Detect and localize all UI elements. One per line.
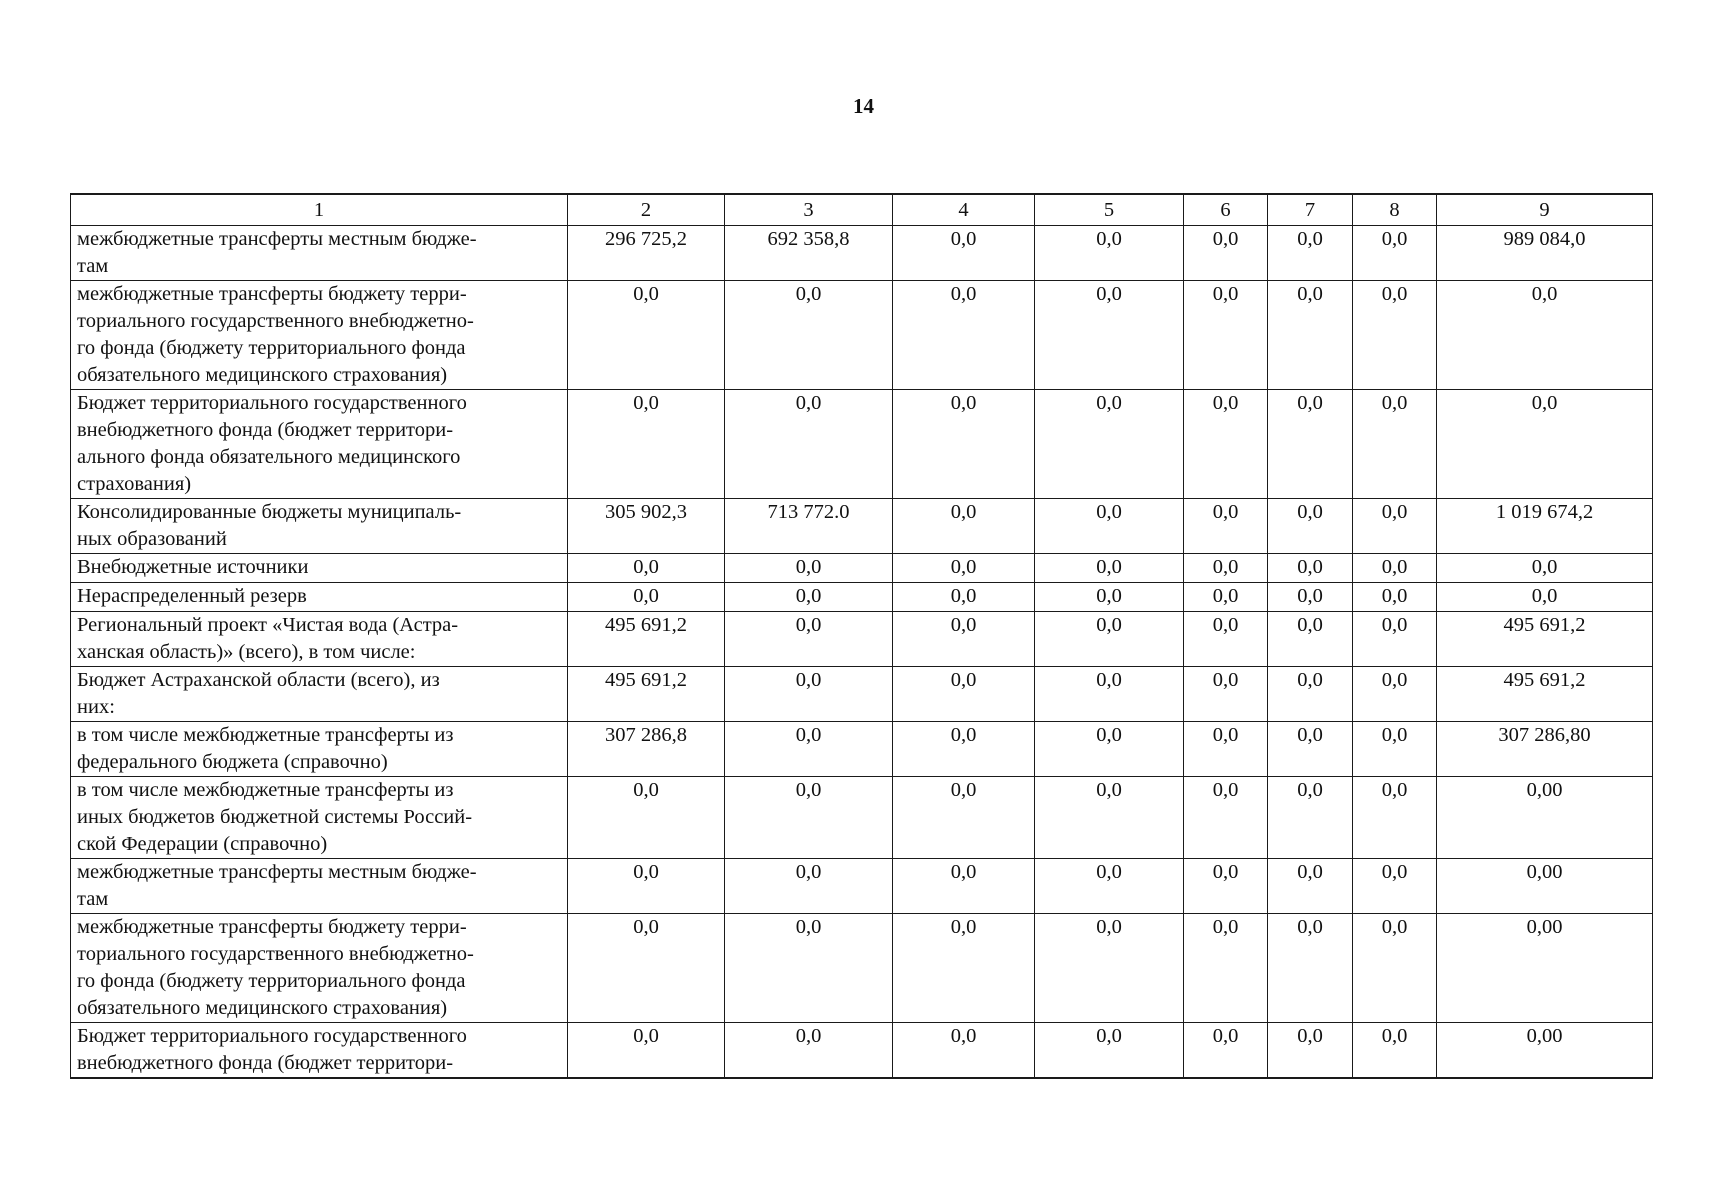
- budget-table: [70, 193, 1653, 1079]
- cell-col-9: 0,00: [1437, 914, 1653, 1023]
- cell-col-3: 0,0: [725, 1023, 893, 1079]
- cell-col-9: 0,0: [1437, 583, 1653, 612]
- cell-col-2: 0,0: [568, 914, 725, 1023]
- cell-col-5: 0,0: [1035, 914, 1184, 1023]
- cell-col-4: 0,0: [893, 499, 1035, 554]
- cell-col-8: 0,0: [1353, 390, 1437, 499]
- cell-col-9: 307 286,80: [1437, 722, 1653, 777]
- cell-col-9: 1 019 674,2: [1437, 499, 1653, 554]
- cell-col-2: 0,0: [568, 859, 725, 914]
- column-header-4: 4: [893, 194, 1035, 226]
- row-description: Бюджет территориального государственного внебюджетного фонда (бюджет территори-: [71, 1023, 568, 1079]
- cell-col-3: 0,0: [725, 914, 893, 1023]
- cell-col-4: 0,0: [893, 583, 1035, 612]
- table-row: [71, 667, 1653, 722]
- cell-col-4: 0,0: [893, 554, 1035, 583]
- cell-col-5: 0,0: [1035, 667, 1184, 722]
- cell-col-4: 0,0: [893, 1023, 1035, 1079]
- column-header-8: 8: [1353, 194, 1437, 226]
- cell-col-7: 0,0: [1268, 499, 1353, 554]
- cell-col-8: 0,0: [1353, 859, 1437, 914]
- cell-col-2: 0,0: [568, 1023, 725, 1079]
- cell-col-8: 0,0: [1353, 1023, 1437, 1079]
- cell-col-5: 0,0: [1035, 777, 1184, 859]
- cell-col-5: 0,0: [1035, 1023, 1184, 1079]
- cell-col-5: 0,0: [1035, 226, 1184, 281]
- cell-col-2: 0,0: [568, 390, 725, 499]
- cell-col-2: 305 902,3: [568, 499, 725, 554]
- table-row: [71, 390, 1653, 499]
- cell-col-3: 0,0: [725, 390, 893, 499]
- cell-col-5: 0,0: [1035, 281, 1184, 390]
- cell-col-7: 0,0: [1268, 281, 1353, 390]
- cell-col-8: 0,0: [1353, 722, 1437, 777]
- cell-col-9: 0,0: [1437, 554, 1653, 583]
- cell-col-7: 0,0: [1268, 667, 1353, 722]
- table-row: [71, 281, 1653, 390]
- cell-col-8: 0,0: [1353, 554, 1437, 583]
- row-description: Нераспределенный резерв: [71, 583, 568, 612]
- cell-col-3: 0,0: [725, 583, 893, 612]
- row-description: Бюджет территориального государственного внебюджетного фонда (бюджет территори- ального фонда обязательного медицинского страхования): [71, 390, 568, 499]
- cell-col-8: 0,0: [1353, 226, 1437, 281]
- cell-col-4: 0,0: [893, 777, 1035, 859]
- column-header-5: 5: [1035, 194, 1184, 226]
- cell-col-2: 296 725,2: [568, 226, 725, 281]
- cell-col-3: 0,0: [725, 667, 893, 722]
- table-body: [71, 226, 1653, 1079]
- column-header-6: 6: [1184, 194, 1268, 226]
- cell-col-4: 0,0: [893, 914, 1035, 1023]
- column-header-1: 1: [71, 194, 568, 226]
- row-description: межбюджетные трансферты местным бюдже- там: [71, 226, 568, 281]
- cell-col-8: 0,0: [1353, 281, 1437, 390]
- row-description: Консолидированные бюджеты муниципаль- ных образований: [71, 499, 568, 554]
- cell-col-7: 0,0: [1268, 583, 1353, 612]
- cell-col-3: 0,0: [725, 281, 893, 390]
- cell-col-5: 0,0: [1035, 859, 1184, 914]
- table-row: [71, 583, 1653, 612]
- cell-col-3: 713 772.0: [725, 499, 893, 554]
- cell-col-5: 0,0: [1035, 499, 1184, 554]
- cell-col-7: 0,0: [1268, 554, 1353, 583]
- cell-col-8: 0,0: [1353, 777, 1437, 859]
- cell-col-3: 0,0: [725, 554, 893, 583]
- table-row: [71, 722, 1653, 777]
- header-row: [71, 194, 1653, 226]
- cell-col-9: 0,00: [1437, 777, 1653, 859]
- cell-col-2: 495 691,2: [568, 612, 725, 667]
- cell-col-6: 0,0: [1184, 722, 1268, 777]
- cell-col-2: 0,0: [568, 281, 725, 390]
- cell-col-6: 0,0: [1184, 583, 1268, 612]
- cell-col-4: 0,0: [893, 226, 1035, 281]
- cell-col-6: 0,0: [1184, 612, 1268, 667]
- row-description: в том числе межбюджетные трансферты из федерального бюджета (справочно): [71, 722, 568, 777]
- cell-col-9: 0,0: [1437, 281, 1653, 390]
- table-row: [71, 777, 1653, 859]
- cell-col-4: 0,0: [893, 859, 1035, 914]
- cell-col-4: 0,0: [893, 667, 1035, 722]
- cell-col-6: 0,0: [1184, 554, 1268, 583]
- cell-col-8: 0,0: [1353, 914, 1437, 1023]
- table-row: [71, 554, 1653, 583]
- cell-col-7: 0,0: [1268, 390, 1353, 499]
- cell-col-9: 495 691,2: [1437, 612, 1653, 667]
- cell-col-6: 0,0: [1184, 859, 1268, 914]
- table-row: [71, 914, 1653, 1023]
- cell-col-6: 0,0: [1184, 777, 1268, 859]
- cell-col-2: 0,0: [568, 583, 725, 612]
- cell-col-5: 0,0: [1035, 390, 1184, 499]
- cell-col-4: 0,0: [893, 612, 1035, 667]
- cell-col-7: 0,0: [1268, 226, 1353, 281]
- cell-col-5: 0,0: [1035, 554, 1184, 583]
- cell-col-9: 0,0: [1437, 390, 1653, 499]
- row-description: межбюджетные трансферты местным бюдже- там: [71, 859, 568, 914]
- column-header-9: 9: [1437, 194, 1653, 226]
- cell-col-6: 0,0: [1184, 914, 1268, 1023]
- cell-col-9: 0,00: [1437, 1023, 1653, 1079]
- cell-col-3: 0,0: [725, 777, 893, 859]
- page-number: 14: [853, 94, 874, 118]
- row-description: Бюджет Астраханской области (всего), из них:: [71, 667, 568, 722]
- cell-col-4: 0,0: [893, 390, 1035, 499]
- cell-col-8: 0,0: [1353, 583, 1437, 612]
- cell-col-4: 0,0: [893, 722, 1035, 777]
- cell-col-2: 0,0: [568, 554, 725, 583]
- cell-col-6: 0,0: [1184, 1023, 1268, 1079]
- cell-col-7: 0,0: [1268, 612, 1353, 667]
- cell-col-9: 989 084,0: [1437, 226, 1653, 281]
- cell-col-3: 692 358,8: [725, 226, 893, 281]
- cell-col-7: 0,0: [1268, 722, 1353, 777]
- cell-col-2: 495 691,2: [568, 667, 725, 722]
- cell-col-8: 0,0: [1353, 499, 1437, 554]
- column-header-7: 7: [1268, 194, 1353, 226]
- cell-col-6: 0,0: [1184, 499, 1268, 554]
- row-description: в том числе межбюджетные трансферты из иных бюджетов бюджетной системы Россий- ской Федерации (справочно): [71, 777, 568, 859]
- cell-col-9: 495 691,2: [1437, 667, 1653, 722]
- cell-col-2: 307 286,8: [568, 722, 725, 777]
- table-row: [71, 1023, 1653, 1079]
- table-row: [71, 859, 1653, 914]
- cell-col-5: 0,0: [1035, 612, 1184, 667]
- cell-col-5: 0,0: [1035, 583, 1184, 612]
- cell-col-7: 0,0: [1268, 777, 1353, 859]
- table-row: [71, 499, 1653, 554]
- column-header-2: 2: [568, 194, 725, 226]
- cell-col-9: 0,00: [1437, 859, 1653, 914]
- table-row: [71, 612, 1653, 667]
- cell-col-2: 0,0: [568, 777, 725, 859]
- table-row: [71, 226, 1653, 281]
- cell-col-5: 0,0: [1035, 722, 1184, 777]
- cell-col-3: 0,0: [725, 722, 893, 777]
- row-description: Внебюджетные источники: [71, 554, 568, 583]
- cell-col-8: 0,0: [1353, 612, 1437, 667]
- row-description: межбюджетные трансферты бюджету терри- ториального государственного внебюджетно- го фонда (бюджету территориального фонда обязательного медицинского страхования): [71, 281, 568, 390]
- cell-col-7: 0,0: [1268, 1023, 1353, 1079]
- cell-col-4: 0,0: [893, 281, 1035, 390]
- cell-col-6: 0,0: [1184, 281, 1268, 390]
- cell-col-6: 0,0: [1184, 226, 1268, 281]
- cell-col-3: 0,0: [725, 612, 893, 667]
- cell-col-7: 0,0: [1268, 859, 1353, 914]
- cell-col-6: 0,0: [1184, 390, 1268, 499]
- column-header-3: 3: [725, 194, 893, 226]
- cell-col-7: 0,0: [1268, 914, 1353, 1023]
- cell-col-8: 0,0: [1353, 667, 1437, 722]
- cell-col-6: 0,0: [1184, 667, 1268, 722]
- cell-col-3: 0,0: [725, 859, 893, 914]
- row-description: межбюджетные трансферты бюджету терри- ториального государственного внебюджетно- го фонда (бюджету территориального фонда обязательного медицинского страхования): [71, 914, 568, 1023]
- row-description: Региональный проект «Чистая вода (Астра- ханская область)» (всего), в том числе:: [71, 612, 568, 667]
